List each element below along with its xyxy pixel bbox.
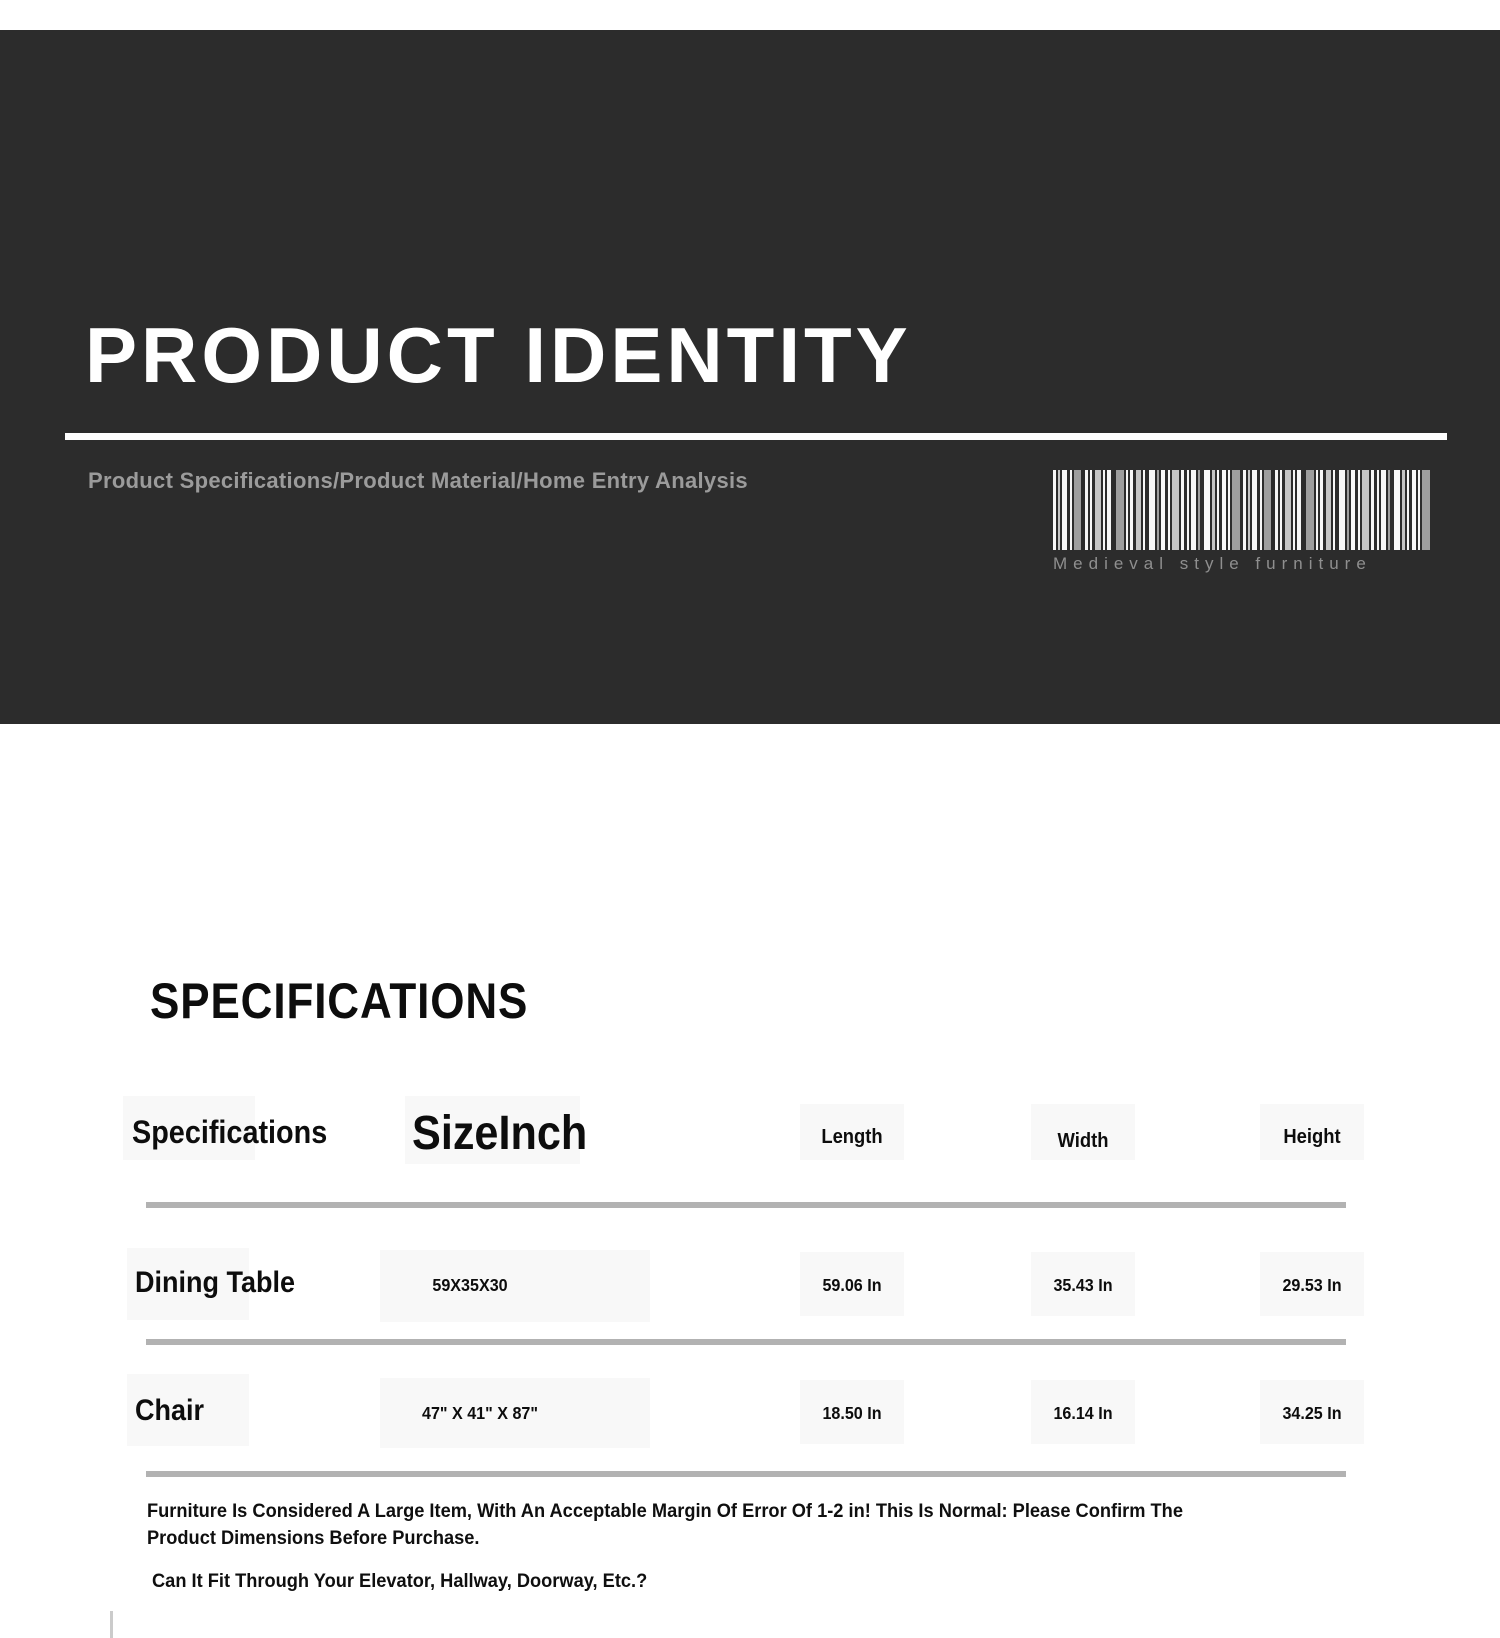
specifications-heading: SPECIFICATIONS xyxy=(150,973,529,1029)
row-name: Dining Table xyxy=(135,1266,296,1299)
page-edge-artifact xyxy=(110,1611,113,1638)
table-divider xyxy=(146,1339,1346,1345)
barcode xyxy=(1053,470,1433,550)
row-length: 18.50 In xyxy=(822,1403,882,1423)
table-divider xyxy=(146,1471,1346,1477)
column-header-width: Width xyxy=(1057,1130,1109,1152)
page-subtitle: Product Specifications/Product Material/Home Entry Analysis xyxy=(88,468,748,493)
page-title: PRODUCT IDENTITY xyxy=(85,311,912,399)
row-size: 59X35X30 xyxy=(432,1275,508,1295)
column-header-height: Height xyxy=(1283,1126,1341,1148)
margin-note-line1: Furniture Is Considered A Large Item, With An Acceptable Margin Of Error Of 1-2 in! This Is Normal: Please Confirm The xyxy=(147,1501,1183,1522)
row-width: 16.14 In xyxy=(1053,1403,1113,1423)
column-header-sizeinch: SizeInch xyxy=(412,1107,588,1160)
row-width: 35.43 In xyxy=(1053,1275,1113,1295)
hero-band xyxy=(0,30,1500,724)
barcode-label: Medieval style furniture xyxy=(1053,554,1372,573)
fit-question: Can It Fit Through Your Elevator, Hallway, Doorway, Etc.? xyxy=(152,1571,648,1592)
table-divider xyxy=(146,1202,1346,1208)
row-size: 47" X 41" X 87" xyxy=(421,1403,539,1423)
margin-note-line2: Product Dimensions Before Purchase. xyxy=(147,1528,480,1549)
row-height: 29.53 In xyxy=(1282,1275,1342,1295)
column-header-specifications: Specifications xyxy=(132,1114,328,1150)
title-underline xyxy=(65,433,1447,440)
row-height: 34.25 In xyxy=(1282,1403,1342,1423)
row-length: 59.06 In xyxy=(822,1275,882,1295)
column-header-length: Length xyxy=(821,1126,883,1148)
row-name: Chair xyxy=(135,1394,205,1427)
